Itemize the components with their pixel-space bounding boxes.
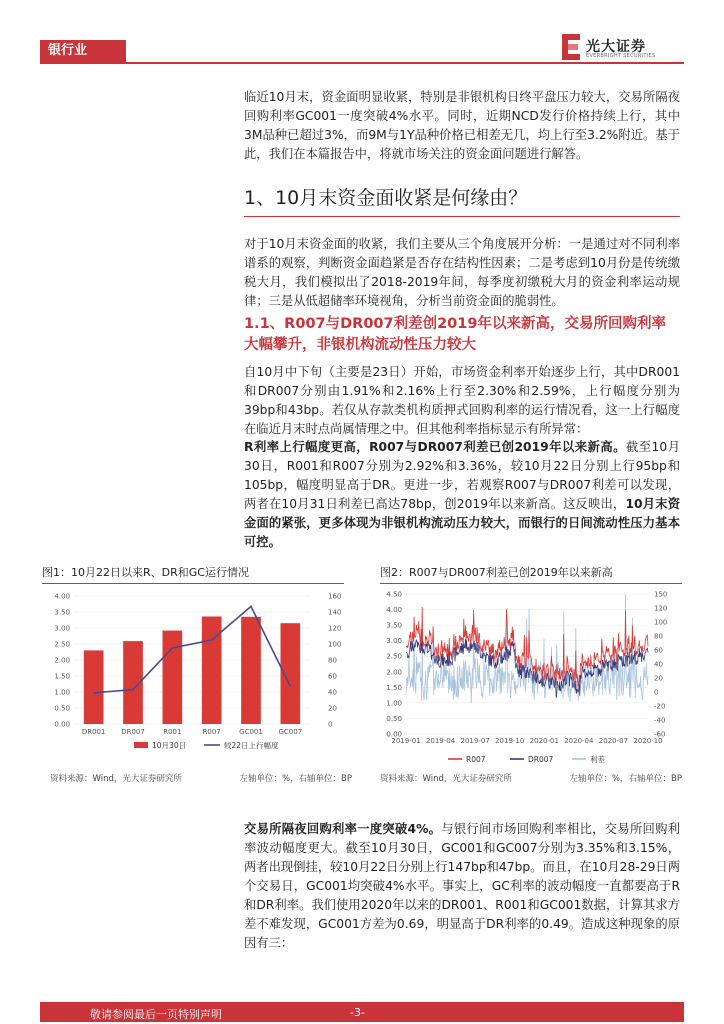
y-left-tick-label: 4.00 — [386, 606, 402, 615]
page-number: -3- — [350, 1006, 365, 1019]
r-rate-conclusion: 10月末资金面的紧张，更多体现为非银机构流动压力较大，而银行的日间流动性压力基本可控。 — [244, 497, 680, 549]
legend-swatch-bar — [134, 742, 148, 748]
y-right-tick-label: 0 — [654, 688, 659, 697]
legend-label: DR007 — [528, 755, 554, 764]
r-rate-paragraph — [244, 438, 680, 552]
y-left-tick-label: 0.00 — [386, 730, 402, 739]
y-right-tick-label: 150 — [654, 590, 668, 599]
y-left-tick-label: 4.00 — [54, 592, 70, 601]
x-tick-label: 2019-07 — [460, 737, 490, 745]
gc-body: 与银行间市场回购利率相比，交易所回购利率波动幅度更大。截至10月30日，GC001和GC007分别为3.35%和3.15%，两者出现倒挂，较10月22日分别上行147bp和47bp。而且，在10月28-29日两个交易日，GC001均突破4%水平。事实上，GC利率的波动幅度一直都要高于R和DR利率。我们使用2020年以来的DR001、R001和GC001数据，计算其求方差不难发现，GC001方差为0.69，明显高于DR利率的0.49。造成这种现象的原因有三： — [244, 822, 680, 950]
y-right-tick-label: -40 — [654, 716, 666, 725]
logo-name: 光大证券 — [586, 39, 646, 55]
legend-label-bar: 10月30日 — [152, 741, 187, 750]
y-left-tick-label: 0.00 — [54, 720, 70, 729]
y-left-tick-label: 2.50 — [386, 652, 402, 661]
analysis-paragraph: 对于10月末资金面的收紧，我们主要从三个角度展开分析：一是通过对不同利率谱系的观察，判断资金面趋紧是否存在结构性因素；二是考虑到10月份是传统缴税大月，我们模拟出了2018-2019年间，每季度初缴税大月的资金利率运动规律；三是从低超储率环境视角，分析当前资金面的脆弱性。 — [244, 237, 680, 308]
y-left-tick-label: 3.00 — [386, 637, 402, 646]
brand-logo — [562, 34, 682, 62]
bar — [202, 616, 222, 724]
y-right-tick-label: 60 — [654, 646, 663, 655]
legend-label-line: 较22日上行幅度 — [224, 741, 279, 750]
y-right-tick-label: 120 — [328, 624, 342, 633]
y-right-tick-label: 20 — [654, 674, 663, 683]
figure-1-title: 图1：10月22日以来R、DR和GC运行情况 — [42, 564, 344, 584]
y-right-tick-label: 160 — [328, 592, 342, 601]
x-tick-label: 2019-04 — [425, 737, 456, 745]
figure-2-source — [380, 772, 682, 784]
x-tick-label: 2020-07 — [598, 737, 629, 745]
section-label: 银行业 — [40, 40, 126, 62]
y-left-tick-label: 0.50 — [54, 704, 70, 713]
bar — [163, 631, 183, 724]
gc-paragraph — [244, 820, 680, 953]
x-tick-label: DR001 — [81, 728, 106, 736]
y-left-tick-label: 2.00 — [386, 668, 402, 677]
x-tick-label: 2020-04 — [564, 737, 594, 745]
figure-1-source-text: 资料来源：Wind，光大证券研究所 — [50, 774, 182, 784]
x-tick-label: R001 — [163, 728, 182, 736]
figure-2-title: 图2：R007与DR007利差已创2019年以来新高 — [380, 564, 682, 584]
x-tick-label: R007 — [202, 728, 221, 736]
rate-paragraph: 自10月中下旬（主要是23日）开始，市场资金利率开始逐步上行，其中DR001和DR007分别由1.91%和2.16%上行至2.30%和2.59%，上行幅度分别为39bp和43bp。若仅从存款类机构质押式回购利率的运行情况看，这一上行幅度在临近月末时点尚属情理之中。但其他利率指标显示有所异常： — [244, 365, 680, 436]
y-left-tick-label: 1.50 — [54, 672, 70, 681]
r-rate-lead: R利率上行幅度更高，R007与DR007利差已创2019年以来新高。 — [244, 440, 626, 454]
figure-2-source-text: 资料来源：Wind，光大证券研究所 — [380, 774, 512, 784]
y-left-tick-label: 3.00 — [54, 624, 70, 633]
y-right-tick-label: 100 — [654, 618, 668, 627]
logo-mark-icon — [562, 34, 580, 60]
x-tick-label: GC001 — [239, 728, 263, 736]
figure-1-chart — [42, 584, 352, 770]
y-left-tick-label: 3.50 — [386, 621, 402, 630]
y-right-tick-label: 20 — [328, 704, 337, 713]
y-right-tick-label: 0 — [328, 720, 333, 729]
y-right-tick-label: 120 — [654, 604, 668, 613]
figure-1-units: 左轴单位：%，右轴单位：BP — [239, 774, 352, 784]
y-left-tick-label: 2.00 — [54, 656, 70, 665]
x-tick-label: 2019-10 — [495, 737, 525, 745]
y-left-tick-label: 0.50 — [386, 714, 402, 723]
x-tick-label: 2020-10 — [633, 737, 663, 745]
bar — [84, 650, 104, 724]
figure-2-chart — [378, 584, 688, 770]
x-tick-label: GC007 — [278, 728, 303, 736]
legend-label: R007 — [466, 755, 486, 764]
y-left-tick-label: 1.00 — [386, 699, 402, 708]
y-right-tick-label: -20 — [654, 702, 666, 711]
y-left-tick-label: 1.50 — [386, 683, 402, 692]
footer-disclaimer: 敬请参阅最后一页特别声明 — [90, 1008, 222, 1021]
x-tick-label: DR007 — [121, 728, 145, 736]
y-right-tick-label: 100 — [328, 640, 342, 649]
r-rate-body: 截至10月30日，R001和R007分别为2.92%和3.36%，较10月22日分别上行95bp和105bp，幅度明显高于DR。更进一步，若观察R007与DR007利差可以发现，两者在10月31日利差已高达78bp，创2019年以来新高。这反映出， — [244, 440, 680, 511]
intro-paragraph: 临近10月末，资金面明显收紧，特别是非银机构日终平盘压力较大，交易所隔夜回购利率GC001一度突破4%水平。同时，近期NCD发行价格持续上行，其中3M品种已超过3%，而9M与1Y品种价格已相差无几，均上行至3.2%附近。基于此，我们在本篇报告中，将就市场关注的资金面问题进行解答。 — [244, 90, 680, 161]
y-right-tick-label: 40 — [654, 660, 663, 669]
bar — [241, 617, 261, 724]
y-right-tick-label: 40 — [328, 688, 337, 697]
x-tick-label: 2019-01 — [391, 737, 421, 745]
y-right-tick-label: -60 — [654, 730, 666, 739]
y-right-tick-label: 140 — [328, 608, 342, 617]
figure-2-units: 左轴单位：%，右轴单位：BP — [569, 774, 682, 784]
gc-lead: 交易所隔夜回购利率一度突破4%。 — [244, 822, 442, 836]
logo-name-en: EVERBRIGHT SECURITIES — [586, 53, 656, 59]
y-right-tick-label: 60 — [328, 672, 337, 681]
legend-label: 利差 — [590, 755, 605, 764]
y-left-tick-label: 1.00 — [54, 688, 70, 697]
y-right-tick-label: 80 — [654, 632, 663, 641]
subsection-heading-1-1: 1.1、R007与DR007利差创2019年以来新高，交易所回购利率大幅攀升，非银机构流动性压力较大 — [244, 316, 666, 353]
x-tick-label: 2020-01 — [529, 737, 559, 745]
y-right-tick-label: 80 — [328, 656, 337, 665]
y-left-tick-label: 4.50 — [386, 590, 402, 599]
section-heading-1: 1、10月末资金面收紧是何缘由？ — [244, 183, 680, 217]
y-left-tick-label: 2.50 — [54, 640, 70, 649]
figure-1-source — [50, 772, 352, 784]
y-left-tick-label: 3.50 — [54, 608, 70, 617]
header-divider — [40, 62, 684, 64]
